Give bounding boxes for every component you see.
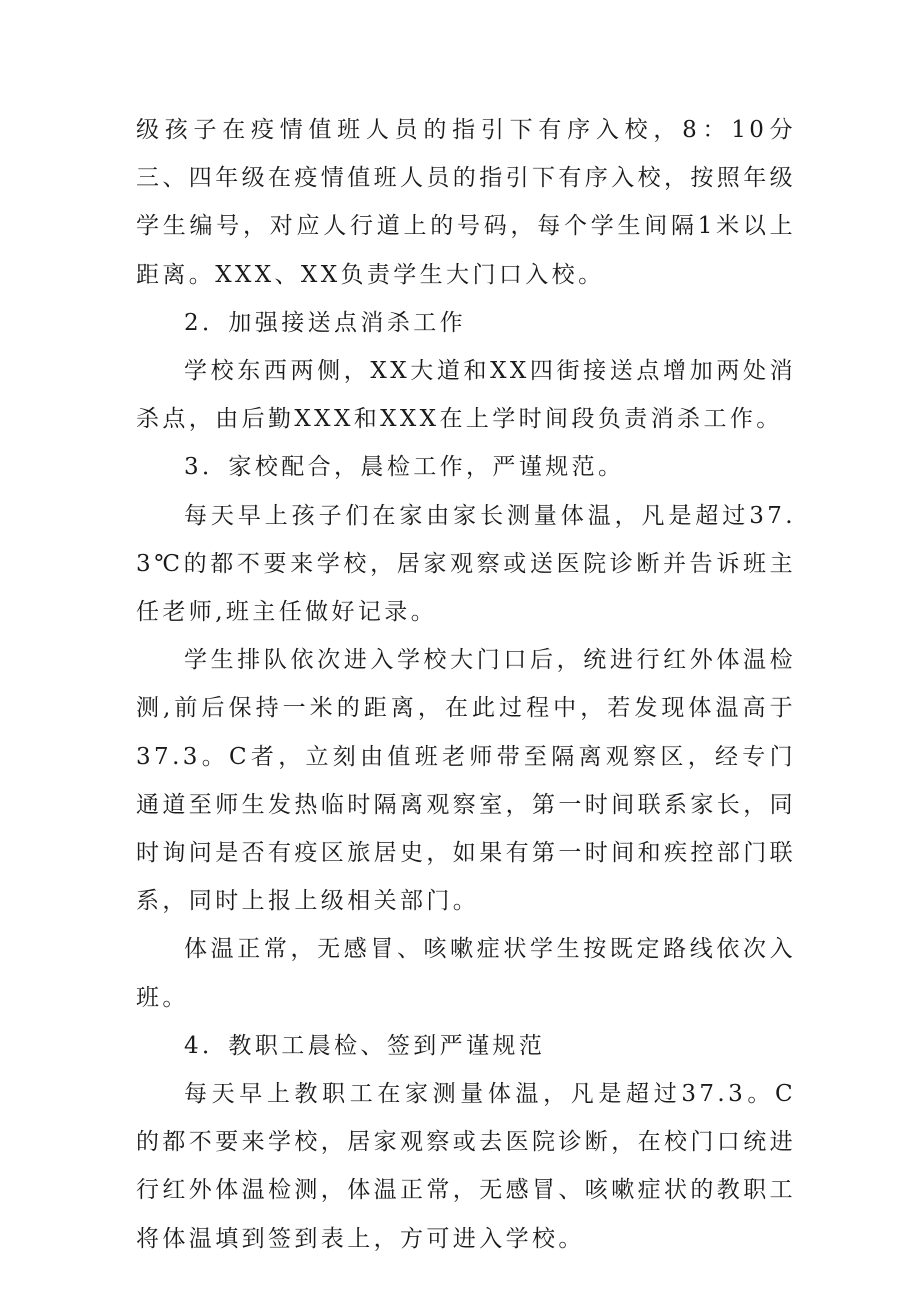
- paragraph-staff-check: 每天早上教职工在家测量体温，凡是超过37.3。C的都不要来学校，居家观察或去医院诊断，在校门口统进行红外体温检测，体温正常，无感冒、咳嗽症状的教职工将体温填到签到表上，方可进入学校。: [136, 1081, 796, 1252]
- document-body: [136, 106, 796, 1263]
- section-heading-3: 3．家校配合，晨检工作，严谨规范。: [184, 454, 625, 481]
- paragraph-disinfection: 学校东西两侧，XX大道和XX四街接送点增加两处消杀点，由后勤XXX和XXX在上学时间段负责消杀工作。: [136, 358, 796, 433]
- paragraph-entry-screening: 学生排队依次进入学校大门口后，统进行红外体温检测,前后保持一米的距离，在此过程中，若发现体温高于37.3。C者，立刻由值班老师带至隔离观察区，经专门通道至师生发热临时隔离观察室，第一时间联系家长，同时询问是否有疫区旅居史，如果有第一时间和疾控部门联系，同时上报上级相关部门。: [136, 647, 796, 915]
- section-heading-4: 4．教职工晨检、签到严谨规范: [184, 1032, 546, 1059]
- paragraph-normal-entry: 体温正常，无感冒、咳嗽症状学生按既定路线依次入班。: [136, 936, 796, 1011]
- paragraph-home-temperature: 每天早上孩子们在家由家长测量体温，凡是超过37.3℃的都不要来学校，居家观察或送医院诊断并告诉班主任老师,班主任做好记录。: [136, 502, 796, 626]
- paragraph-continuation: 级孩子在疫情值班人员的指引下有序入校，8：10分三、四年级在疫情值班人员的指引下有序入校，按照年级学生编号，对应人行道上的号码，每个学生间隔1米以上距离。XXX、XX负责学生大门口入校。: [136, 117, 796, 288]
- section-heading-2: 2．加强接送点消杀工作: [184, 309, 467, 336]
